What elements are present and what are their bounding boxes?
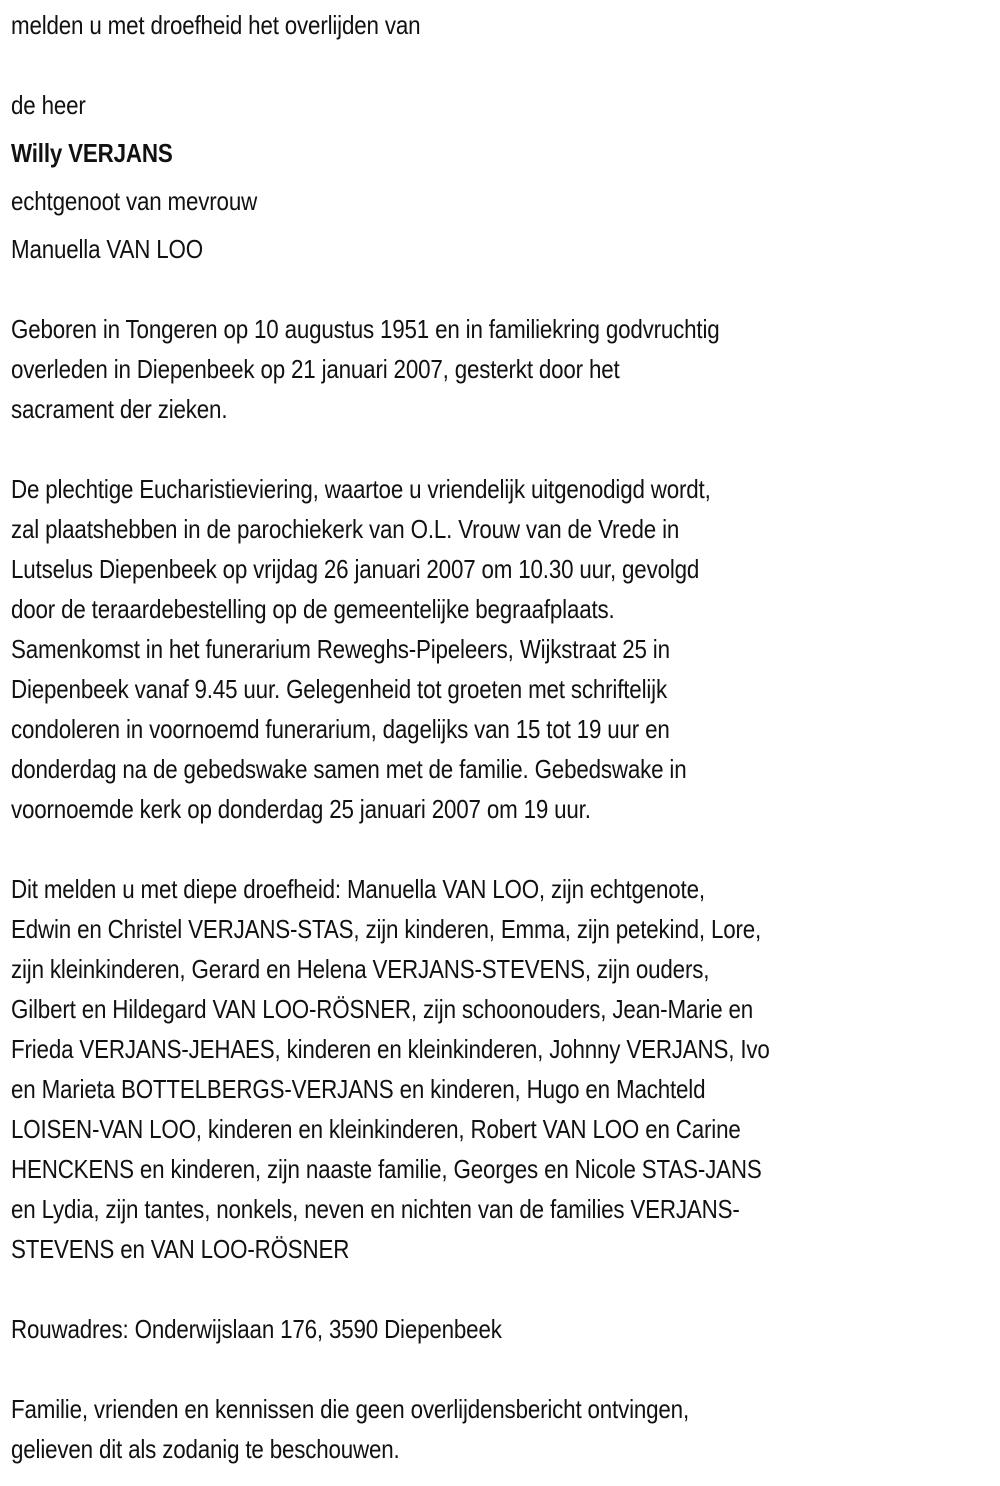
paragraph-line: LOISEN-VAN LOO, kinderen en kleinkinderen, Robert VAN LOO en Carine [11, 1114, 741, 1144]
paragraph-line: sacrament der zieken. [11, 394, 228, 424]
paragraph-line: Lutselus Diepenbeek op vrijdag 26 januari 2007 om 10.30 uur, gevolgd [11, 554, 700, 584]
paragraph-line: HENCKENS en kinderen, zijn naaste familie, Georges en Nicole STAS-JANS [11, 1154, 762, 1184]
spouse-name: Manuella VAN LOO [11, 234, 203, 264]
paragraph-line: Samenkomst in het funerarium Reweghs-Pipeleers, Wijkstraat 25 in [11, 634, 670, 664]
paragraph-line: condoleren in voornoemd funerarium, dagelijks van 15 tot 19 uur en [11, 714, 670, 744]
title-prefix: de heer [11, 90, 86, 120]
paragraph-line: Diepenbeek vanaf 9.45 uur. Gelegenheid tot groeten met schriftelijk [11, 674, 667, 704]
paragraph-line: en Lydia, zijn tantes, nonkels, neven en nichten van de families VERJANS- [11, 1194, 740, 1224]
mourning-address: Rouwadres: Onderwijslaan 176, 3590 Diepenbeek [11, 1314, 502, 1344]
paragraph-line: donderdag na de gebedswake samen met de familie. Gebedswake in [11, 754, 687, 784]
paragraph-line: overleden in Diepenbeek op 21 januari 2007, gesterkt door het [11, 354, 620, 384]
paragraph-line: STEVENS en VAN LOO-RÖSNER [11, 1234, 350, 1264]
paragraph-line: door de teraardebestelling op de gemeentelijke begraafplaats. [11, 594, 615, 624]
paragraph-line: voornoemde kerk op donderdag 25 januari 2007 om 19 uur. [11, 794, 591, 824]
paragraph-line: gelieven dit als zodanig te beschouwen. [11, 1434, 400, 1464]
paragraph-line: Gilbert en Hildegard VAN LOO-RÖSNER, zijn schoonouders, Jean-Marie en [11, 994, 754, 1024]
paragraph-line: zal plaatshebben in de parochiekerk van O.L. Vrouw van de Vrede in [11, 514, 680, 544]
paragraph-line: Familie, vrienden en kennissen die geen overlijdensbericht ontvingen, [11, 1394, 689, 1424]
paragraph-line: De plechtige Eucharistieviering, waartoe u vriendelijk uitgenodigd wordt, [11, 474, 711, 504]
paragraph-line: Edwin en Christel VERJANS-STAS, zijn kinderen, Emma, zijn petekind, Lore, [11, 914, 762, 944]
deceased-name: Willy VERJANS [11, 138, 173, 168]
paragraph-line: zijn kleinkinderen, Gerard en Helena VERJANS-STEVENS, zijn ouders, [11, 954, 710, 984]
paragraph-line: en Marieta BOTTELBERGS-VERJANS en kinderen, Hugo en Machteld [11, 1074, 706, 1104]
paragraph-line: Dit melden u met diepe droefheid: Manuella VAN LOO, zijn echtgenote, [11, 874, 705, 904]
spouse-label: echtgenoot van mevrouw [11, 186, 258, 216]
paragraph-line: Geboren in Tongeren op 10 augustus 1951 en in familiekring godvruchtig [11, 314, 720, 344]
opening-line: melden u met droefheid het overlijden van [11, 10, 421, 40]
paragraph-line: Frieda VERJANS-JEHAES, kinderen en kleinkinderen, Johnny VERJANS, Ivo [11, 1034, 770, 1064]
